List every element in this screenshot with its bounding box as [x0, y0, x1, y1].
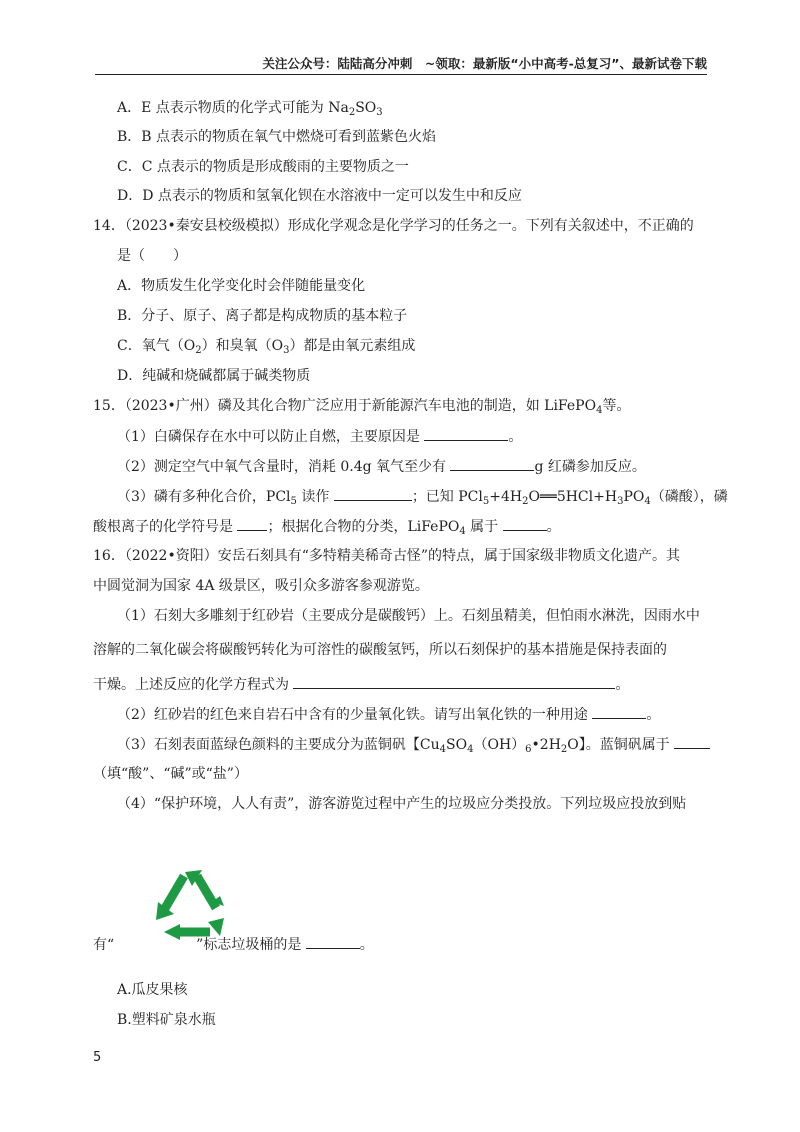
q16-option-b: B.塑料矿泉水瓶	[117, 1012, 216, 1028]
q14-stem-line2: 是（ ）	[117, 248, 187, 264]
q16-part3-line2: （填“酸”、“碱”或“盐”）	[93, 766, 248, 782]
q16-part2: （2）红砂岩的红色来自岩石中含有的少量氧化铁。请写出氧化铁的一种用途 。	[117, 704, 660, 725]
header-divider	[95, 74, 707, 75]
q14-option-d: D．纯碱和烧碱都属于碱类物质	[117, 368, 311, 384]
q16-part1-line2: 溶解的二氧化碳会将碳酸钙转化为可溶性的碳酸氢钙，所以石刻保护的基本措施是保持表面的	[93, 642, 667, 658]
q15-part3-line2: 酸根离子的化学符号是 ；根据化合物的分类，LiFePO$_4$ 属于 。	[93, 516, 561, 537]
q15-part3-line1: （3）磷有多种化合价，PCl$_5$ 读作 ；已知 $PCl_5+4H_2O══5HCl+H_3PO_4$（磷酸），磷	[117, 486, 728, 507]
q13-option-a: A．E 点表示物质的化学式可能为 $Na_2SO_3$	[117, 100, 383, 118]
answer-blank[interactable]	[293, 674, 615, 689]
answer-blank[interactable]	[592, 704, 646, 719]
page-number: 5	[93, 1050, 102, 1065]
q16-part1-line3: 干燥。上述反应的化学方程式为 。	[93, 674, 629, 695]
answer-blank[interactable]	[674, 734, 710, 749]
q13-option-c: C．C 点表示的物质是形成酸雨的主要物质之一	[117, 159, 409, 175]
q14-option-b: B．分子、原子、离子都是构成物质的基本粒子	[117, 308, 408, 324]
answer-blank[interactable]	[237, 516, 267, 531]
answer-blank[interactable]	[306, 934, 360, 949]
q13-option-d: D．D 点表示的物质和氢氧化钡在水溶液中一定可以发生中和反应	[117, 188, 522, 204]
answer-blank[interactable]	[503, 516, 547, 531]
q16-option-a: A.瓜皮果核	[117, 982, 188, 998]
q14-option-a: A．物质发生化学变化时会伴随能量变化	[117, 278, 366, 294]
q16-part1-line1: （1）石刻大多雕刻于红砂岩（主要成分是碳酸钙）上。石刻虽精美，但怕雨水淋洗，因雨水中	[117, 608, 700, 624]
q14-option-c: C．氧气$(O_2)$和臭氧$(O_3)$都是由氧元素组成	[117, 338, 416, 356]
q16-stem-line2: 中圆觉洞为国家 4A 级景区，吸引众多游客参观游览。	[93, 578, 429, 594]
q16-part3-line1: （3）石刻表面蓝绿色颜料的主要成分为蓝铜矾【$Cu_4SO_4(OH)_6•2H_2O$】。蓝铜矾属于	[117, 734, 710, 755]
q15-stem: 15．（2023•广州）磷及其化合物广泛应用于新能源汽车电池的制造，如 LiFePO$_4$等。	[93, 398, 631, 416]
page-header: 关注公众号：陆陆高分冲刺 ~领取：最新版“小中高考-总复习”、最新试卷下载	[262, 56, 707, 71]
q13-option-b: B．B 点表示的物质在氧气中燃烧可看到蓝紫色火焰	[117, 129, 437, 145]
q16-part4-line1: （4）“保护环境，人人有责”，游客游览过程中产生的垃圾应分类投放。下列垃圾应投放到贴	[117, 796, 687, 812]
q14-stem-line1: 14．（2023•秦安县校级模拟）形成化学观念是化学学习的任务之一。下列有关叙述中，不正确的	[93, 218, 694, 234]
answer-blank[interactable]	[450, 456, 534, 471]
q16-part4-line2: 有“ ”标志垃圾桶的是 。	[93, 934, 374, 955]
answer-blank[interactable]	[334, 486, 412, 501]
q15-part1: （1）白磷保存在水中可以防止自燃，主要原因是 。	[117, 426, 522, 447]
q16-stem-line1: 16．（2022•资阳）安岳石刻具有“多特精美稀奇古怪”的特点，属于国家级非物质文化遗产。其	[93, 548, 681, 564]
answer-blank[interactable]	[424, 426, 508, 441]
q15-part2: （2）测定空气中氧气含量时，消耗 0.4g 氧气至少有 g 红磷参加反应。	[117, 456, 646, 477]
recycle-icon	[150, 862, 232, 944]
